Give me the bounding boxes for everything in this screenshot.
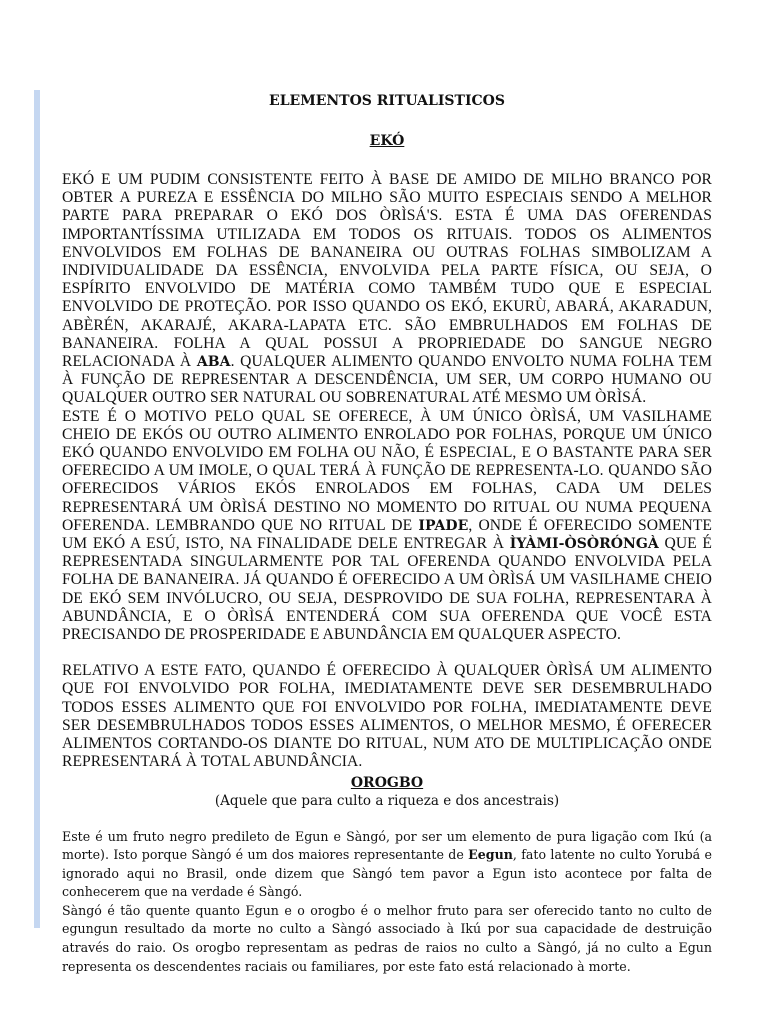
text-run: , ONDE É OFERECIDO SOMENTE UM EKÓ A ESÚ, ISTO, NA FINALIDADE DELE ENTREGAR À [62,516,712,553]
paragraph-eko-3: RELATIVO A ESTE FATO, QUANDO É OFERECIDO À QUALQUER ÒRÌSÁ UM ALIMENTO QUE FOI ENVOLVIDO POR FOLHA, IMEDIATAMENTE DEVE SER DESEMBRULHADO TODOS ESSES ALIMENTO QUE FOI ENVOLVIDO POR FOLHA, IMEDIATAMENTE DEVE SER DESEMBRULHADOS TODOS ESSES ALIMENTOS, O MELHOR MESMO, É OFERECER ALIMENTOS CORTANDO-OS DIANTE DO RITUAL, NUM ATO DE MULTIPLICAÇÃO ONDE REPRESENTARÁ À TOTAL ABUNDÂNCIA. [62,662,712,771]
text-run: Este é um fruto negro predileto de Egun e Sàngó, por ser um elemento de pura ligação com Ikú (a morte). Isto porque Sàngó é um dos maiores representante de [62,828,712,863]
document-title: ELEMENTOS RITUALISTICOS [269,93,505,109]
paragraph-orogbo-2: Sàngó é tão quente quanto Egun e o orogbo é o melhor fruto para ser oferecido tanto no culto de egungun resultado da morte no culto a Sàngó associado à Ikú por sua capacidade de destruição através do raio. Os orogbo representam as pedras de raios no culto a Sàngó, já no culto a Egun representa os descendentes raciais ou familiares, por este fato está relacionado à morte. [62,902,712,974]
paragraph-eko-2 [62,408,712,645]
text-run: QUE É REPRESENTADA SINGULARMENTE POR TAL OFERENDA QUANDO ENVOLVIDA PELA FOLHA DE BANANEIRA. JÁ QUANDO É OFERECIDO A UM ÒRÌSÁ UM VASILHAME CHEIO DE EKÓ SEM INVÓLUCRO, OU SEJA, DESPROVIDO DE SUA FOLHA, REPRESENTARA À ABUNDÂNCIA, E O ÒRÌSÁ ENTENDERÁ COM SUA OFERENDA QUE VOCÊ ESTA PRECISANDO DE PROSPERIDADE E ABUNDÂNCIA EM QUALQUER ASPECTO. [62,535,712,644]
bold-term-ipade: IPADE [418,517,469,534]
paragraph-eko-1 [62,171,712,408]
bold-term-iyami: ÌYÀMI-ÒSÒRÓNGÀ [509,536,659,553]
text-run: . QUALQUER ALIMENTO QUANDO ENVOLTO NUMA FOLHA TEM À FUNÇÃO DE REPRESENTAR A DESCENDÊNCIA, UM SER, UM CORPO HUMANO OU QUALQUER OUTRO SER NATURAL OU SOBRENATURAL ATÉ MESMO UM ÒRÌSÁ. [62,353,712,407]
text-run: EKÓ E UM PUDIM CONSISTENTE FEITO À BASE DE AMIDO DE MILHO BRANCO POR OBTER A PUREZA E ESSÊNCIA DO MILHO SÃO MUITO ESPECIAIS SENDO A MELHOR PARTE PARA PREPARAR O EKÓ DOS ÒRÌSÁ'S. ESTA É UMA DAS OFERENDAS IMPORTANTÍSSIMA UTILIZADA EM TODOS OS RITUAIS. TODOS OS ALIMENTOS ENVOLVIDOS EM FOLHAS DE BANANEIRA OU OUTRAS FOLHAS SIMBOLIZAM A INDIVIDUALIDADE DA ESSÊNCIA, ENVOLVIDA PELA PARTE FÍSICA, OU SEJA, O ESPÍRITO ENVOLVIDO DE MATÉRIA COMO TAMBÉM TUDO QUE E ESPECIAL ENVOLVIDO DE PROTEÇÃO. POR ISSO QUANDO OS EKÓ, EKURÙ, ABARÁ, AKARADUN, ABÈRÉN, AKARAJÉ, AKARA-LAPATA ETC. SÃO EMBRULHADOS EM FOLHAS DE BANANEIRA. FOLHA A QUAL POSSUI A PROPRIEDADE DO SANGUE NEGRO RELACIONADA À [62,171,712,371]
document-body [62,91,712,976]
bold-term-eegun: Eegun [468,847,513,863]
section-subtitle-orogbo: (Aquele que para culto a riqueza e dos ancestrais) [214,792,560,809]
bold-term-aba: ABA [196,354,231,371]
text-run: , fato latente no culto Yorubá e ignorado aqui no Brasil, onde dizem que Sàngó tem pavor a Egun isto acontece por falta de conhecerem que na verdade é Sàngó. [62,847,712,900]
section-heading-orogbo: OROGBO [350,774,424,791]
paragraph-orogbo-1 [62,828,712,902]
section-heading-eko: EKÓ [369,133,405,149]
text-run: ESTE É O MOTIVO PELO QUAL SE OFERECE, À UM ÚNICO ÒRÌSÁ, UM VASILHAME CHEIO DE EKÓS OU OUTRO ALIMENTO ENROLADO POR FOLHAS, PORQUE UM ÚNICO EKÓ QUANDO ENVOLVIDO EM FOLHA OU NÃO, É ESPECIAL, E O BASTANTE PARA SER OFERECIDO A UM IMOLE, O QUAL TERÁ À FUNÇÃO DE REPRESENTA-LO. QUANDO SÃO OFERECIDOS VÁRIOS EKÓS ENROLADOS EM FOLHAS, CADA UM DELES REPRESENTARÁ UM ÒRÌSÁ DESTINO NO MOMENTO DO RITUAL OU NUMA PEQUENA OFERENDA. LEMBRANDO QUE NO RITUAL DE [62,407,712,534]
margin-bar [34,90,40,928]
